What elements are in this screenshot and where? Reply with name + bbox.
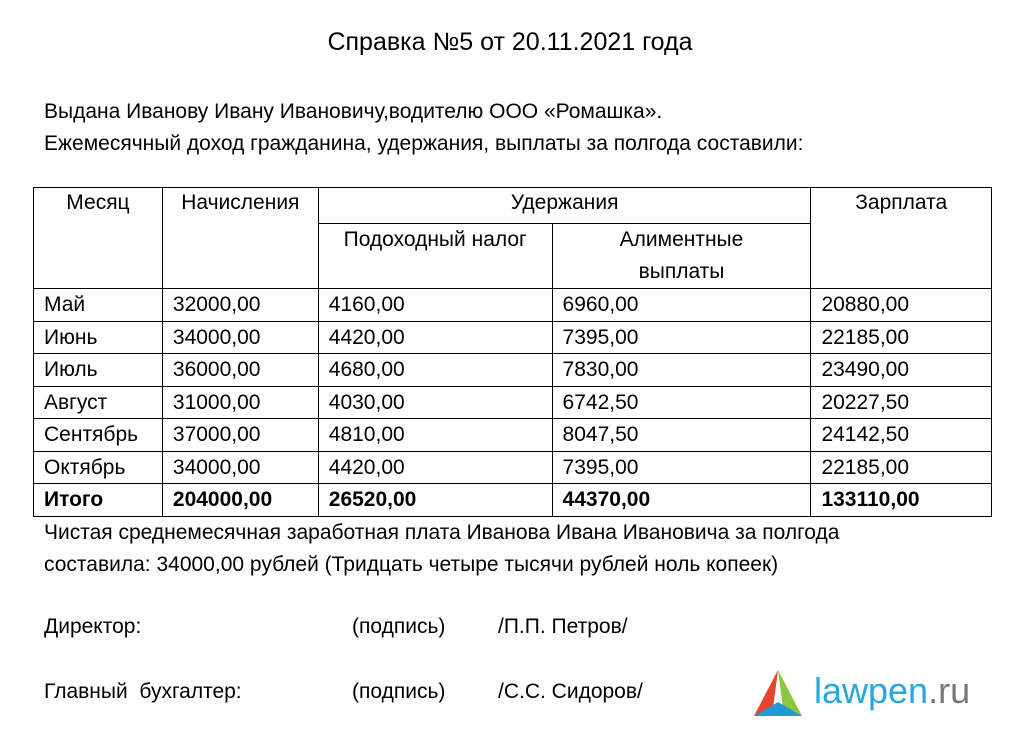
cell-month: Итого (34, 484, 163, 517)
cell-month: Октябрь (34, 451, 163, 484)
cell-salary: 20880,00 (811, 289, 992, 322)
table-row (34, 451, 992, 484)
table-row (34, 321, 992, 354)
cell-accruals: 37000,00 (162, 419, 318, 452)
header-salary: Зарплата (811, 188, 992, 289)
intro-line-2: Ежемесячный доход гражданина, удержания, выплаты за полгода составили: (44, 132, 804, 155)
cell-month: Май (34, 289, 163, 322)
cell-month: Август (34, 386, 163, 419)
cell-month: Июль (34, 354, 163, 387)
cell-salary: 133110,00 (811, 484, 992, 517)
cell-salary: 23490,00 (811, 354, 992, 387)
cell-income-tax: 4420,00 (318, 451, 552, 484)
lawpen-triangle-icon (750, 666, 806, 722)
cell-alimony: 7830,00 (552, 354, 811, 387)
lawpen-logo-text: lawpen.ru (814, 670, 971, 711)
summary-line-1: Чистая среднемесячная заработная плата Иванова Ивана Ивановича за полгода (44, 521, 840, 544)
cell-accruals: 204000,00 (162, 484, 318, 517)
cell-alimony: 6742,50 (552, 386, 811, 419)
table-row (34, 419, 992, 452)
signature-role: Директор: (44, 615, 142, 638)
cell-month: Июнь (34, 321, 163, 354)
table-body (34, 289, 992, 517)
cell-income-tax: 4810,00 (318, 419, 552, 452)
cell-alimony: 6960,00 (552, 289, 811, 322)
cell-month: Сентябрь (34, 419, 163, 452)
cell-alimony: 7395,00 (552, 451, 811, 484)
cell-salary: 20227,50 (811, 386, 992, 419)
table-row (34, 289, 992, 322)
cell-income-tax: 4160,00 (318, 289, 552, 322)
table-row (34, 354, 992, 387)
summary-line-2: составила: 34000,00 рублей (Тридцать четыре тысячи рублей ноль копеек) (44, 553, 779, 576)
table-total-row (34, 484, 992, 517)
signature-placeholder: (подпись) (352, 680, 446, 703)
document-title: Справка №5 от 20.11.2021 года (327, 28, 693, 56)
header-alimony: Алиментные выплаты (552, 224, 811, 289)
signature-name: /П.П. Петров/ (498, 615, 628, 638)
cell-salary: 24142,50 (811, 419, 992, 452)
cell-salary: 22185,00 (811, 451, 992, 484)
signature-name: /С.С. Сидоров/ (498, 680, 643, 703)
cell-accruals: 32000,00 (162, 289, 318, 322)
summary-text (44, 517, 994, 581)
cell-alimony: 44370,00 (552, 484, 811, 517)
income-table (33, 187, 992, 517)
cell-salary: 22185,00 (811, 321, 992, 354)
intro-line-1: Выдана Иванову Ивану Ивановичу,водителю ООО «Ромашка». (44, 100, 663, 123)
cell-accruals: 34000,00 (162, 451, 318, 484)
header-accruals: Начисления (162, 188, 318, 289)
cell-alimony: 7395,00 (552, 321, 811, 354)
cell-income-tax: 4680,00 (318, 354, 552, 387)
cell-accruals: 31000,00 (162, 386, 318, 419)
cell-income-tax: 4420,00 (318, 321, 552, 354)
header-income-tax: Подоходный налог (318, 224, 552, 289)
cell-income-tax: 26520,00 (318, 484, 552, 517)
intro-text (44, 96, 803, 160)
signature-role: Главный бухгалтер: (44, 680, 242, 703)
table-row (34, 386, 992, 419)
cell-alimony: 8047,50 (552, 419, 811, 452)
cell-accruals: 34000,00 (162, 321, 318, 354)
header-deductions: Удержания (318, 188, 811, 224)
cell-income-tax: 4030,00 (318, 386, 552, 419)
lawpen-logo (750, 666, 1010, 722)
signature-placeholder: (подпись) (352, 615, 446, 638)
header-month: Месяц (34, 188, 163, 289)
cell-accruals: 36000,00 (162, 354, 318, 387)
